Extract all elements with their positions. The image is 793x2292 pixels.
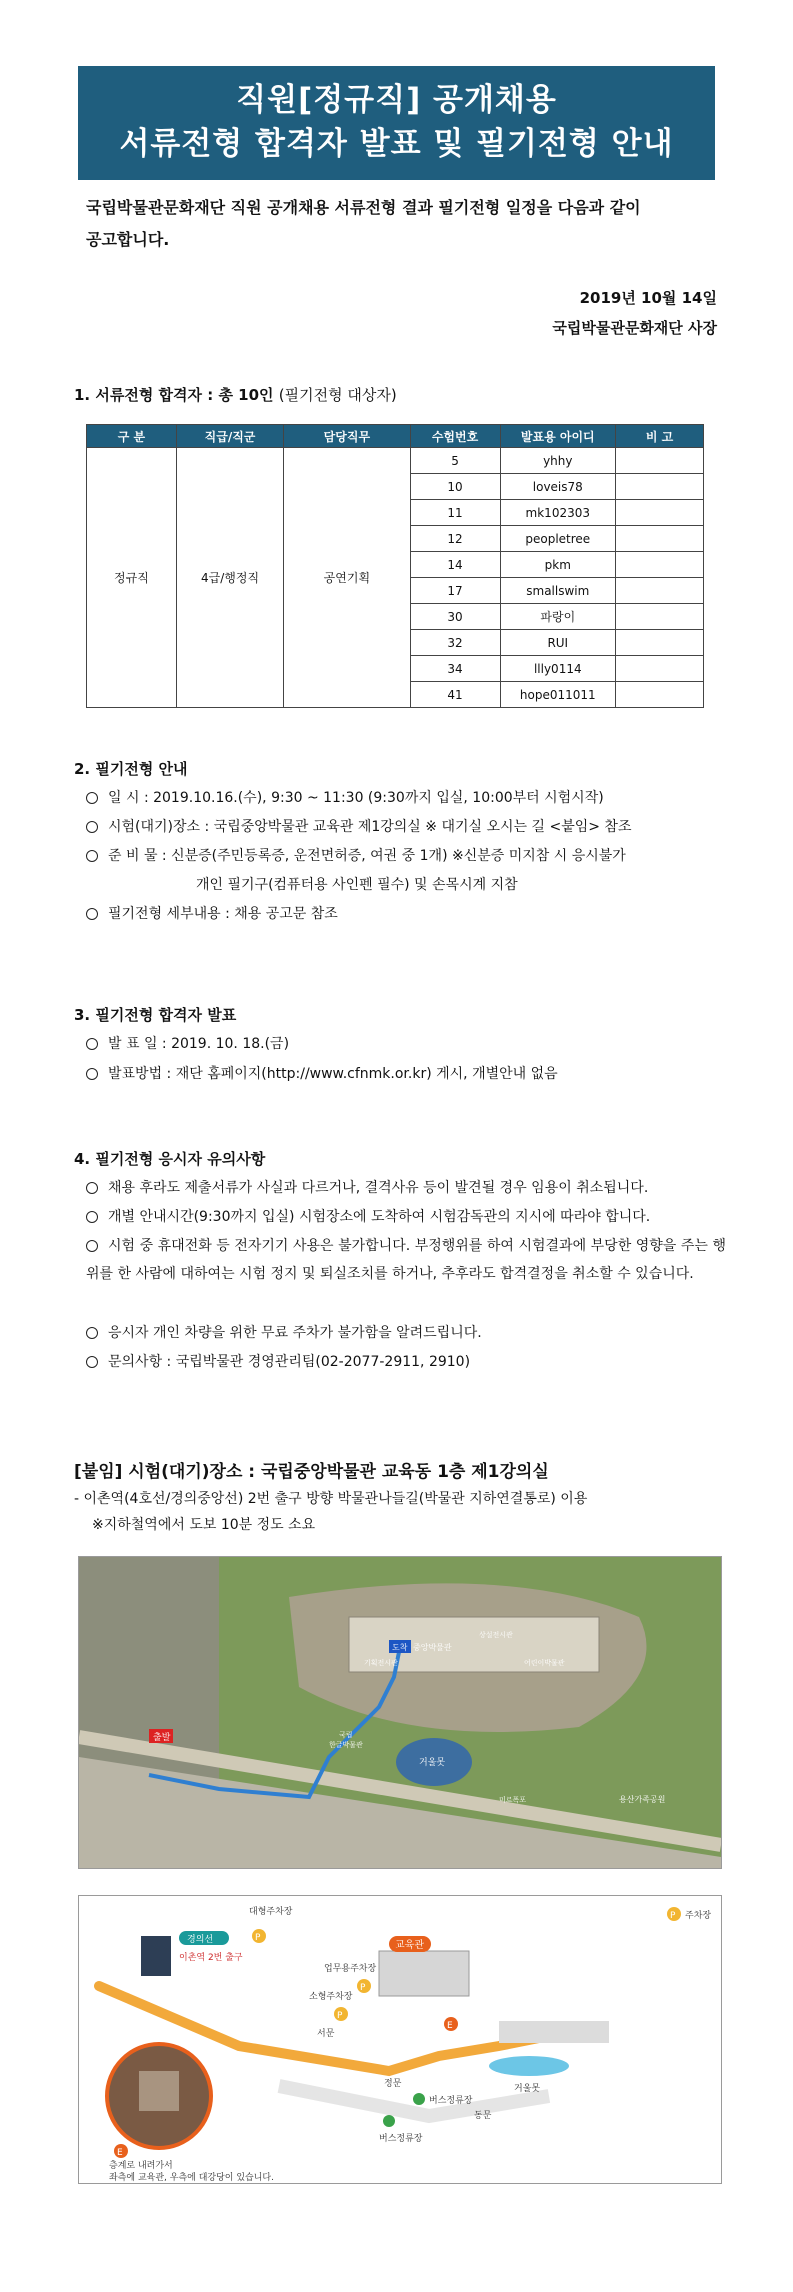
item-text: 시험(대기)장소 : 국립중앙박물관 교육관 제1강의실 ※ 대기실 오시는 길 <붙임> 참조 (108, 819, 632, 835)
remarks-cell (616, 630, 704, 656)
bus-stop-label: 버스정류장 (379, 2134, 423, 2144)
intro-line1: 국립박물관문화재단 직원 공개채용 서류전형 결과 필기전형 일정을 다음과 같이 (86, 198, 641, 217)
applicant-id-cell: RUI (500, 630, 615, 656)
education-building (379, 1951, 469, 1996)
applicant-id-cell: pkm (500, 552, 615, 578)
remarks-cell (616, 578, 704, 604)
exam-number-cell: 17 (410, 578, 500, 604)
bullet-icon (86, 1068, 98, 1080)
parking-label: 대형주차장 (249, 1907, 293, 1917)
museum-label: 중앙박물관 (413, 1643, 452, 1652)
parking-icon-text: P (670, 1911, 676, 1921)
route-map-svg (79, 1557, 721, 1868)
applicant-id-cell: 파랑이 (500, 604, 615, 630)
applicant-id-cell: hope011011 (500, 682, 615, 708)
section1-subtitle: (필기전형 대상자) (278, 386, 397, 404)
col-header: 수험번호 (410, 425, 500, 448)
col-header: 비 고 (616, 425, 704, 448)
edu-label: 교육관 (395, 1940, 424, 1951)
item-text: 발 표 일 : 2019. 10. 18.(금) (108, 1036, 290, 1052)
list-item (86, 1348, 726, 1376)
item-text: 채용 후라도 제출서류가 사실과 다르거나, 결격사유 등이 발견될 경우 임용이 취소됩니다. (108, 1180, 649, 1196)
list-item (86, 1030, 289, 1058)
remarks-cell (616, 552, 704, 578)
table-header-row (87, 425, 704, 448)
issuer: 국립박물관문화재단 사장 (552, 319, 717, 337)
list-item (86, 842, 626, 870)
note-line1: 층계로 내려가서 (109, 2161, 173, 2171)
col-header: 담당직무 (284, 425, 410, 448)
building-label: 상설전시관 (479, 1631, 513, 1639)
remarks-cell (616, 656, 704, 682)
page-title-line1: 직원[정규직] 공개채용 (236, 82, 557, 118)
parking-icon-text: P (337, 2011, 343, 2021)
item-text: 시험 중 휴대전화 등 전자기기 사용은 불가합니다. 부정행위를 하여 시험결과에 부당한 영향을 주는 행위를 한 사람에 대하여는 시험 정지 및 퇴실조치를 하거나, 추후라도 합격결정을 취소할 수 있습니다. (86, 1238, 726, 1282)
pond (489, 2056, 569, 2076)
grade-cell: 4급/행정직 (176, 448, 283, 708)
bullet-icon (86, 908, 98, 920)
list-item (86, 1174, 726, 1202)
bus-icon (413, 2093, 425, 2105)
e-marker-text: E (447, 2021, 453, 2031)
station-exit-label: 이촌역 2번 출구 (179, 1953, 243, 1963)
parking-icon-text: P (255, 1933, 261, 1943)
bullet-icon (86, 1038, 98, 1050)
item-text: 문의사항 : 국립박물관 경영관리팀(02-2077-2911, 2910) (108, 1354, 471, 1370)
bullet-icon (86, 1240, 98, 1252)
applicant-id-cell: yhhy (500, 448, 615, 474)
exam-number-cell: 34 (410, 656, 500, 682)
item-text: 개별 안내시간(9:30까지 입실) 시험장소에 도착하여 시험감독관의 지시에 따라야 합니다. (108, 1209, 651, 1225)
main-gate-label: 정문 (384, 2079, 402, 2089)
exam-number-cell: 30 (410, 604, 500, 630)
map-label: 국립 (339, 1731, 353, 1739)
remarks-cell (616, 448, 704, 474)
exam-number-cell: 5 (410, 448, 500, 474)
parking-icon-text: P (360, 1983, 366, 1993)
list-item (86, 813, 631, 841)
list-item (86, 1203, 726, 1231)
list-item (86, 1319, 726, 1347)
col-header: 직급/직군 (176, 425, 283, 448)
applicant-id-cell: loveis78 (500, 474, 615, 500)
route-map-satellite (78, 1556, 722, 1869)
building-label: 기획전시관 (364, 1659, 398, 1667)
lecture-hall (499, 2021, 609, 2043)
item-text: 일 시 : 2019.10.16.(수), 9:30 ~ 11:30 (9:30까지 입실, 10:00부터 시험시작) (108, 790, 604, 806)
building-label: 어린이박물관 (524, 1659, 565, 1667)
duty-cell: 공연기획 (284, 448, 410, 708)
results-table (86, 424, 704, 708)
station-badge-label: 경의선 (187, 1935, 214, 1945)
bullet-icon (86, 821, 98, 833)
bullet-icon (86, 850, 98, 862)
remarks-cell (616, 682, 704, 708)
remarks-cell (616, 500, 704, 526)
exam-number-cell: 32 (410, 630, 500, 656)
east-gate-label: 동문 (474, 2111, 492, 2121)
intro-line2: 공고합니다. (86, 230, 170, 249)
arrive-label: 도착 (392, 1643, 408, 1652)
exam-number-cell: 41 (410, 682, 500, 708)
category-cell: 정규직 (87, 448, 177, 708)
section1-title-text: 1. 서류전형 합격자 : 총 10인 (74, 386, 274, 404)
applicant-id-cell: mk102303 (500, 500, 615, 526)
remarks-cell (616, 604, 704, 630)
parking-label: 업무용주차장 (324, 1964, 377, 1974)
attachment-title: [붙임] 시험(대기)장소 : 국립중앙박물관 교육동 1층 제1강의실 (74, 1462, 549, 1482)
item-text: 준 비 물 : 신분증(주민등록증, 운전면허증, 여권 중 1개) ※신분증 미지참 시 응시불가 (108, 848, 626, 864)
applicant-id-cell: smallswim (500, 578, 615, 604)
list-item (86, 900, 338, 928)
park-label: 용산가족공원 (619, 1795, 666, 1804)
remarks-cell (616, 474, 704, 500)
attachment-line1: - 이촌역(4호선/경의중앙선) 2번 출구 방향 박물관나들길(박물관 지하연결통로) 이용 (74, 1491, 588, 1507)
parking-label: 소형주차장 (309, 1992, 353, 2002)
pond-label: 거울못 (514, 2084, 541, 2094)
bus-icon (383, 2115, 395, 2127)
exam-number-cell: 12 (410, 526, 500, 552)
list-item-continuation: 개인 필기구(컴퓨터용 사인펜 필수) 및 손목시계 지참 (196, 877, 518, 893)
applicant-id-cell: peopletree (500, 526, 615, 552)
table-row (87, 448, 704, 474)
remarks-cell (616, 526, 704, 552)
bullet-icon (86, 792, 98, 804)
bullet-icon (86, 1211, 98, 1223)
list-item (86, 1060, 558, 1088)
section1-title (74, 384, 397, 405)
guide-map-svg (79, 1896, 721, 2183)
item-text: 필기전형 세부내용 : 채용 공고문 참조 (108, 906, 338, 922)
bus-stop-label: 버스정류장 (429, 2096, 473, 2106)
exam-number-cell: 10 (410, 474, 500, 500)
legend-label: 주차장 (685, 1911, 712, 1921)
note-line2: 좌측에 교육관, 우측에 대강당이 있습니다. (109, 2173, 274, 2183)
page-title-line2: 서류전형 합격자 발표 및 필기전형 안내 (119, 126, 674, 162)
station-icon (141, 1936, 171, 1976)
section3-title: 3. 필기전형 합격자 발표 (74, 1006, 237, 1024)
exam-number-cell: 11 (410, 500, 500, 526)
bullet-icon (86, 1327, 98, 1339)
start-label: 출발 (153, 1733, 171, 1743)
route-map-illustrated (78, 1895, 722, 2184)
title-banner (78, 66, 715, 180)
stairs-photo-detail (139, 2071, 179, 2111)
col-header: 발표용 아이디 (500, 425, 615, 448)
item-text: 발표방법 : 재단 홈페이지(http://www.cfnmk.or.kr) 게시, 개별안내 없음 (108, 1066, 558, 1082)
applicant-id-cell: llly0114 (500, 656, 615, 682)
list-item (86, 784, 604, 812)
attachment-line2: ※지하철역에서 도보 10분 정도 소요 (92, 1517, 316, 1533)
exam-number-cell: 14 (410, 552, 500, 578)
bullet-icon (86, 1182, 98, 1194)
bullet-icon (86, 1356, 98, 1368)
item-text: 응시자 개인 차량을 위한 무료 주차가 불가함을 알려드립니다. (108, 1325, 482, 1341)
section2-title: 2. 필기전형 안내 (74, 760, 188, 778)
announcement-date: 2019년 10월 14일 (579, 289, 717, 307)
pond-label: 거울못 (419, 1758, 446, 1768)
map-label: 한글박물관 (329, 1741, 363, 1749)
section4-title: 4. 필기전형 응시자 유의사항 (74, 1150, 266, 1168)
intro-text (86, 192, 726, 256)
west-gate-label: 서문 (317, 2029, 335, 2039)
col-header: 구 분 (87, 425, 177, 448)
list-item (86, 1232, 726, 1288)
signature-block (552, 283, 717, 343)
map-label: 미르폭포 (499, 1796, 527, 1804)
e-marker-text: E (117, 2148, 123, 2158)
